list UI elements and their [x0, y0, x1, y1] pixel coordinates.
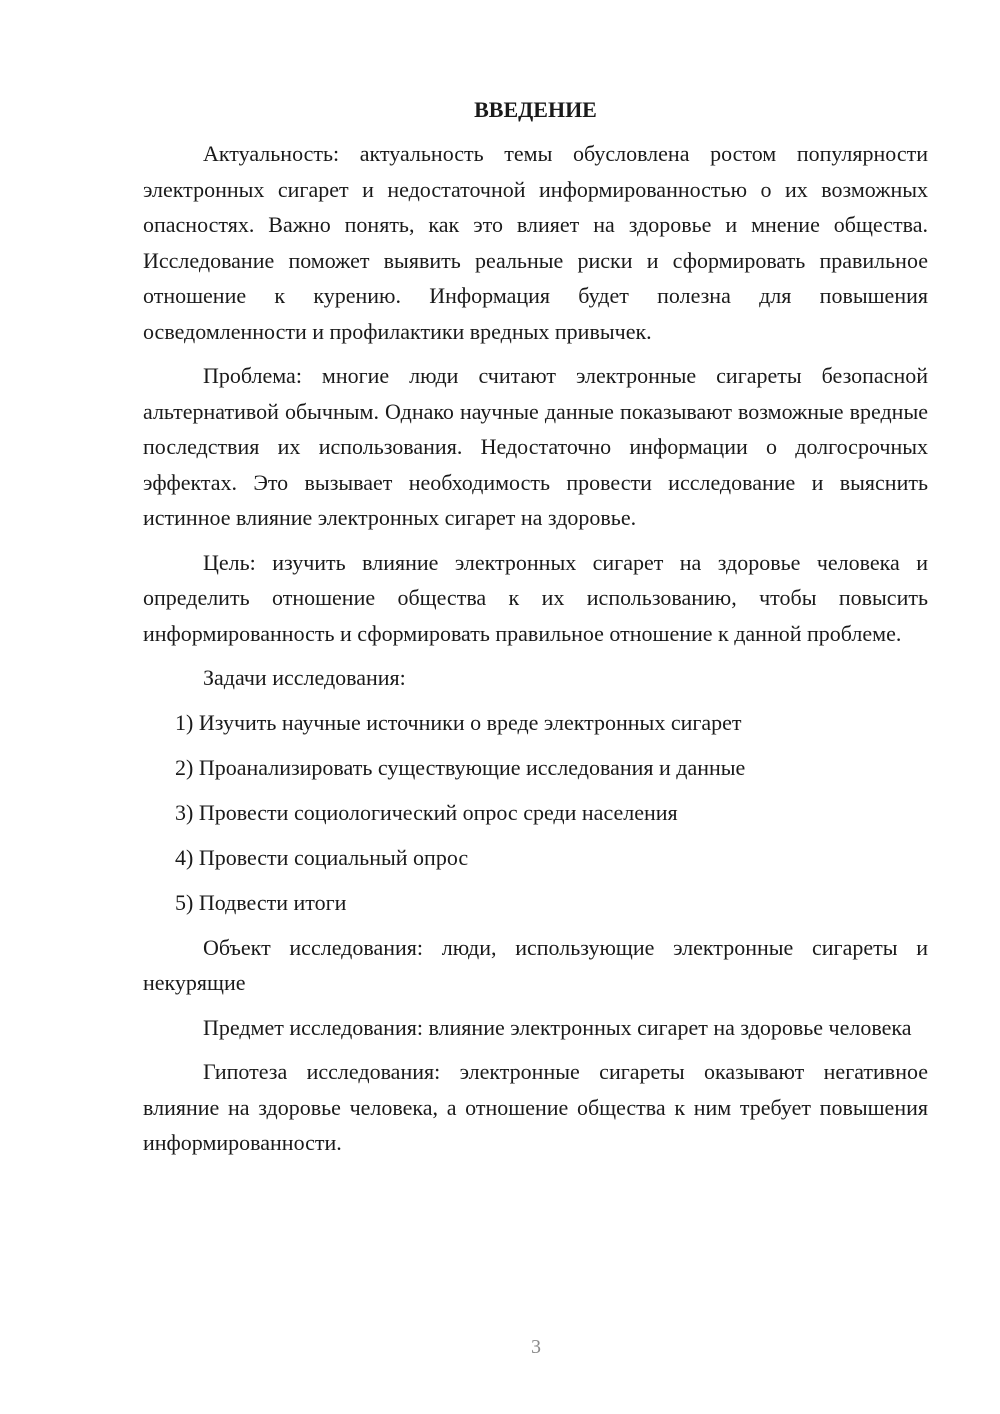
tasks-heading: Задачи исследования: — [203, 665, 406, 690]
problem-paragraph: Проблема: многие люди считают электронные сигареты безопасной альтернативой обычным. Однако научные данные показывают возможные вредные последствия их использования. Недостаточно информации о долгосрочных эффектах. Это вызывает необходимость провести исследование и выяснить истинное влияние электронных сигарет на здоровье. — [143, 363, 928, 530]
object-paragraph: Объект исследования: люди, использующие электронные сигареты и некурящие — [143, 934, 928, 995]
page-number: 3 — [531, 1336, 541, 1358]
subject-paragraph: Предмет исследования: влияние электронных сигарет на здоровье человека — [203, 1014, 912, 1040]
list-item: 1) Изучить научные источники о вреде электронных сигарет — [175, 709, 742, 735]
list-item: 3) Провести социологический опрос среди населения — [175, 799, 678, 825]
page-title: ВВЕДЕНИЕ — [474, 97, 597, 122]
list-item: 5) Подвести итоги — [175, 889, 347, 915]
page-content — [143, 92, 928, 1170]
list-item: 2) Проанализировать существующие исследования и данные — [175, 754, 746, 780]
list-item: 4) Провести социальный опрос — [175, 844, 469, 870]
goal-paragraph: Цель: изучить влияние электронных сигарет на здоровье человека и определить отношение общества к их использованию, чтобы повысить информированность и сформировать правильное отношение к данной проблеме. — [143, 549, 928, 646]
tasks-list — [143, 705, 928, 921]
relevance-paragraph: Актуальность: актуальность темы обусловлена ростом популярности электронных сигарет и недостаточной информированностью о их возможных опасностях. Важно понять, как это влияет на здоровье и мнение общества. Исследование поможет выявить реальные риски и сформировать правильное отношение к курению. Информация будет полезна для повышения осведомленности и профилактики вредных привычек. — [143, 141, 928, 344]
hypothesis-paragraph: Гипотеза исследования: электронные сигареты оказывают негативное влияние на здоровье человека, а отношение общества к ним требует повышения информированности. — [143, 1059, 928, 1155]
